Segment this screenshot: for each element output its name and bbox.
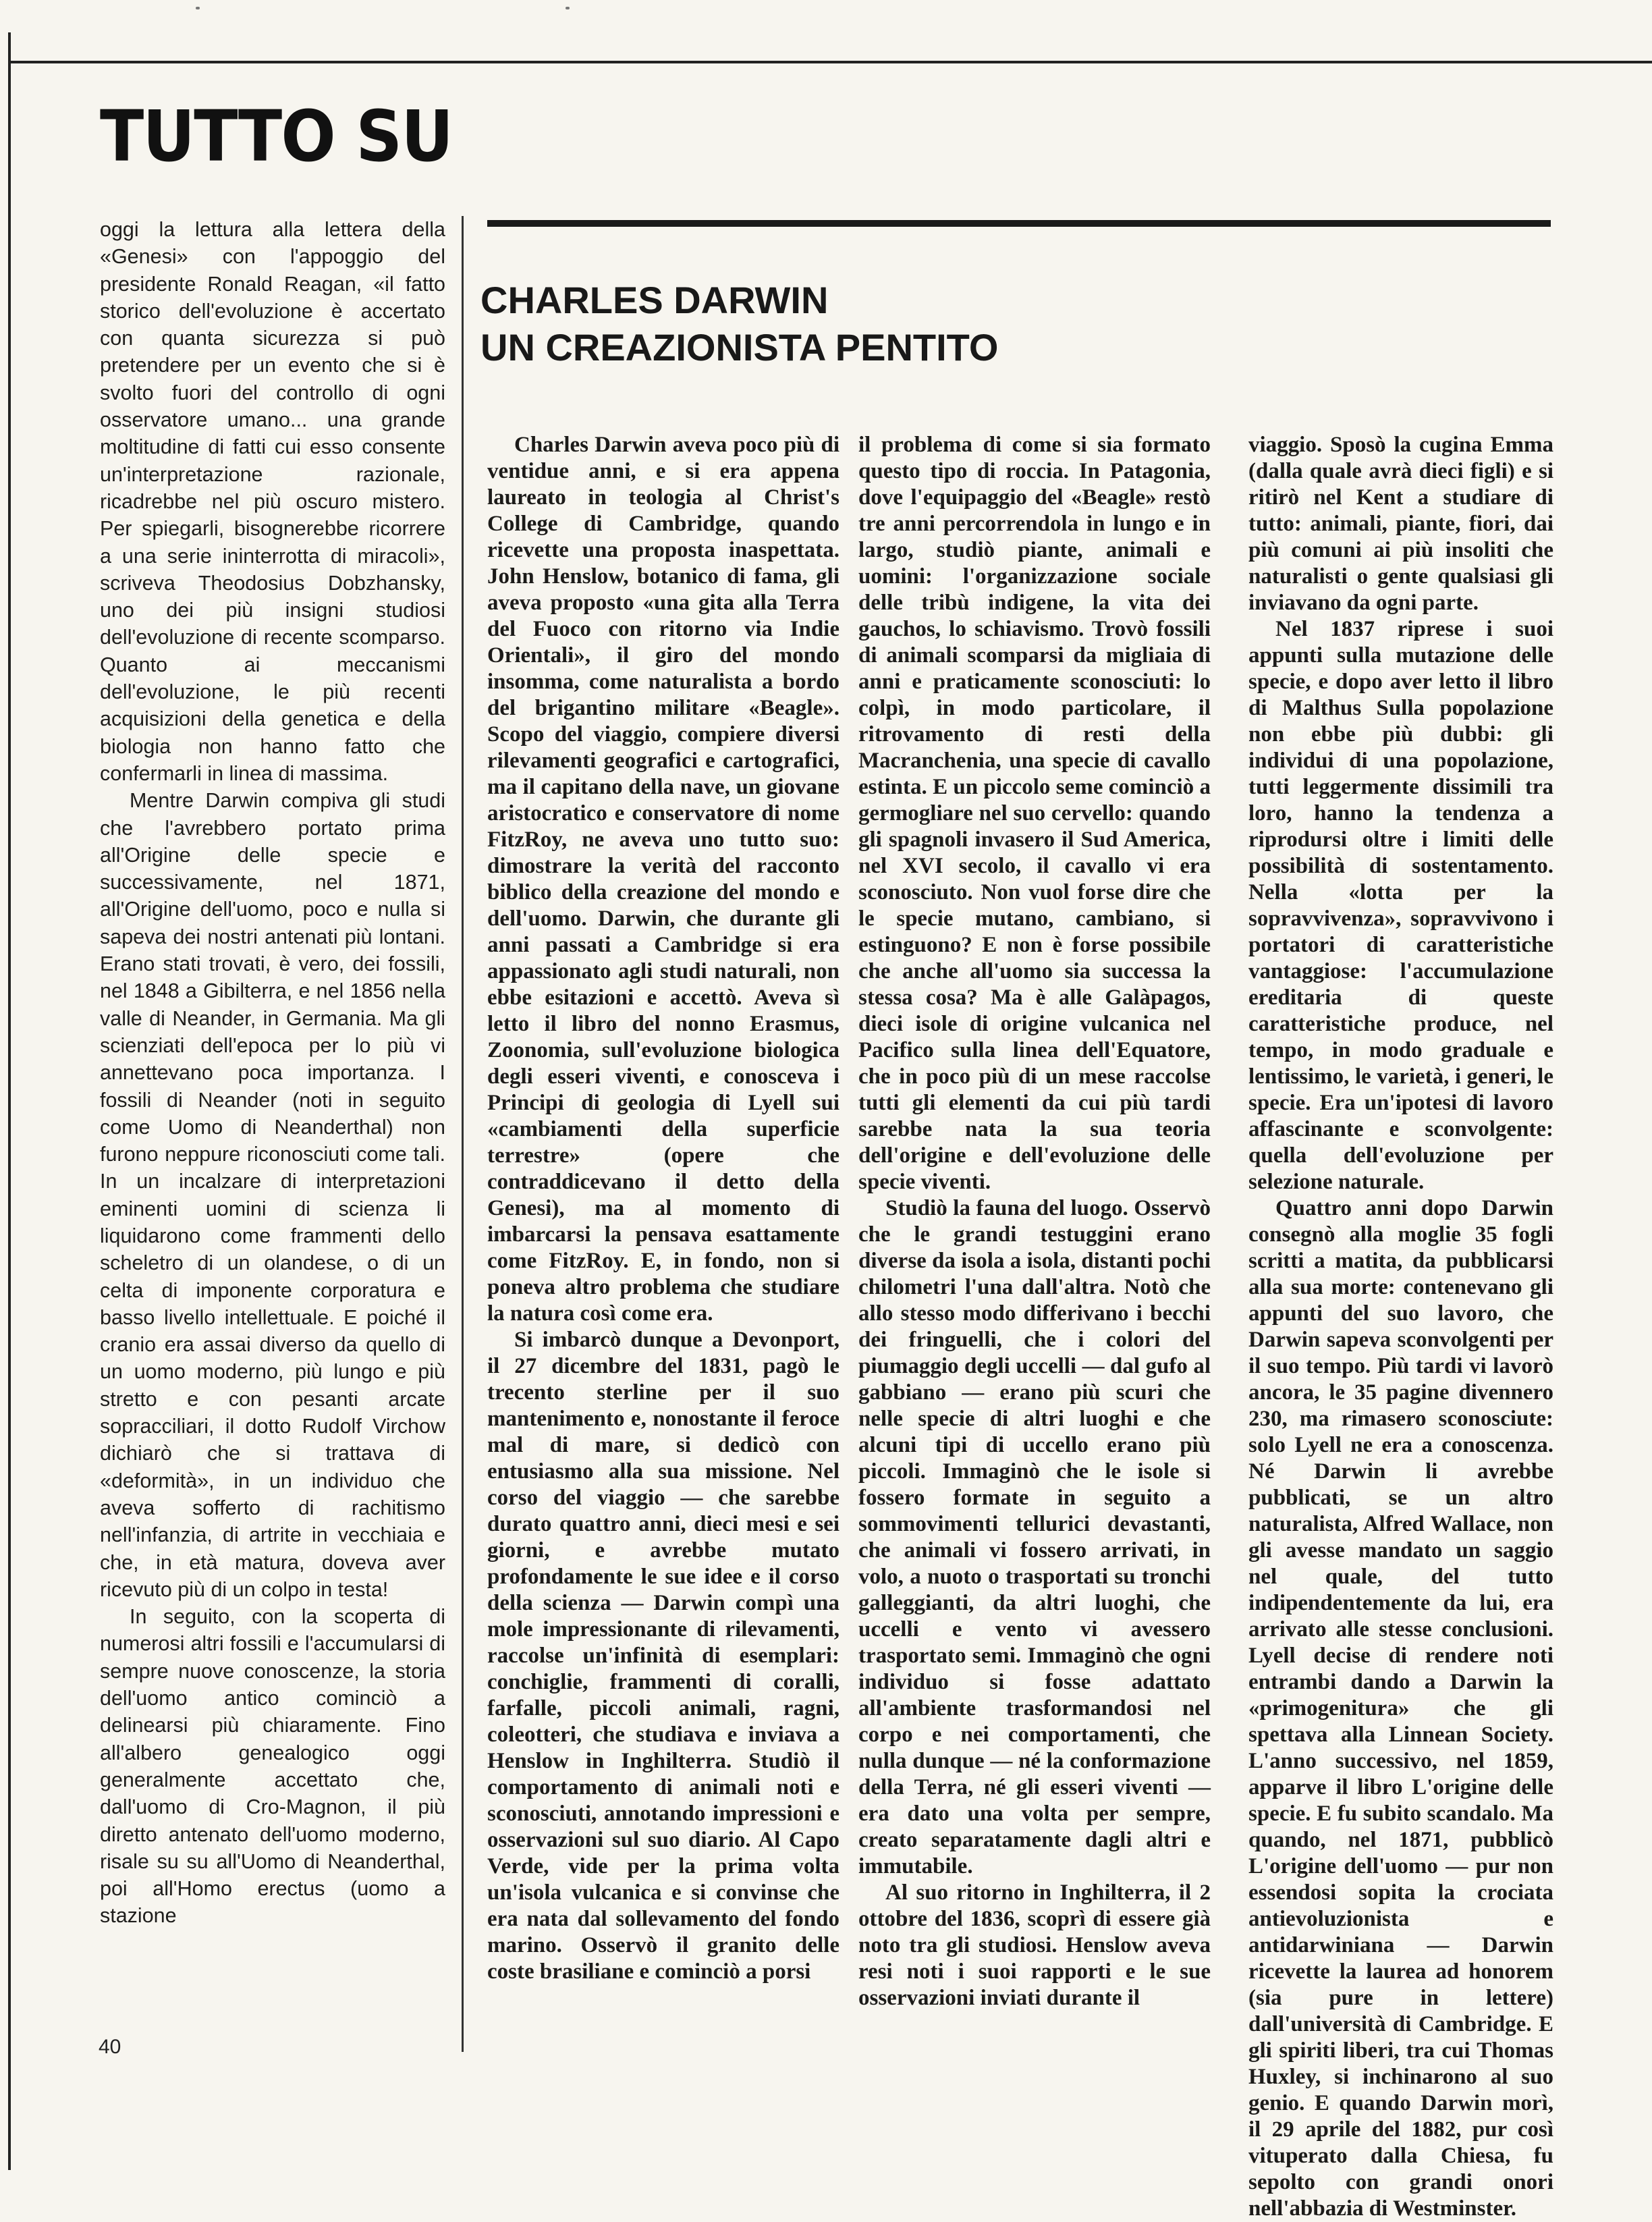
article-header-rule — [487, 220, 1551, 227]
article-paragraph: Quattro anni dopo Darwin consegnò alla moglie 35 fogli scritti a matita, da pubblicarsi alla sua morte: contenevano gli appunti del suo lavoro, che Darwin sapeva sconvolgenti per il suo tempo. Più tardi vi lavorò ancora, le 35 pagine divennero 230, ma rimasero sconosciute: solo Lyell ne era a conoscenza. Né Darwin li avrebbe pubblicati, se un altro naturalista, Alfred Wallace, non gli avesse mandato un saggio nel quale, del tutto indipendentemente da lui, era arrivato alle stesse conclusioni. Lyell decise di rendere noti entrambi dando a Darwin la «primogenitura» che gli spettava alla Linnean Society. L'anno successivo, nel 1859, apparve il libro L'origine delle specie. E fu subito scandalo. Ma quando, nel 1871, pubblicò L'origine dell'uomo — pur non essendosi sopita la crociata antievoluzionista e antidarwiniana — Darwin ricevette la laurea ad honorem (sia pure in lettere) dall'università di Cambridge. E gli spiriti liberi, tra cui Thomas Huxley, si inchinarono al suo genio. E quando Darwin morì, il 29 aprile del 1882, pur così vituperato dalla Chiesa, fu sepolto con grandi onori nell'abbazia di Westminster. — [1248, 1196, 1553, 2221]
left-column-text — [100, 216, 445, 2052]
article-headline — [480, 277, 1290, 371]
column-divider — [462, 216, 464, 2052]
page-number: 40 — [99, 2036, 121, 2058]
headline-line-2: UN CREAZIONISTA PENTITO — [480, 326, 999, 369]
article-column-2 — [858, 432, 1211, 2052]
article-paragraph: Nel 1837 riprese i suoi appunti sulla mutazione delle specie, e dopo aver letto il libro di Malthus Sulla popolazione non ebbe più dubbi: gli individui di una popolazione, tutti leggermente dissimili tra loro, hanno la tendenza a riprodursi oltre i limiti delle possibilità di sostentamento. Nella «lotta per la sopravvivenza», sopravvivono i portatori di caratteristiche vantaggiose: l'accumulazione ereditaria di queste caratteristiche produce, nel tempo, in modo graduale e lentissimo, le varietà, i generi, le specie. Era un'ipotesi di lavoro affascinante e sconvolgente: quella dell'evoluzione per selezione naturale. — [1248, 617, 1553, 1194]
print-mark — [196, 7, 200, 9]
left-paragraph: Mentre Darwin compiva gli studi che l'avrebbero portato prima all'Origine delle specie e successivamente, nel 1871, all'Origine dell'uomo, poco e nulla si sapeva dei nostri antenati più lontani. Erano stati trovati, è vero, dei fossili, nel 1848 a Gibilterra, e nel 1856 nella valle di Neander, in Germania. Ma gli scienziati dell'epoca per lo più vi annettevano poca importanza. I fossili di Neander (noti in seguito come Uomo di Neanderthal) non furono neppure riconosciuti come tali. In un incalzare di interpretazioni eminenti uomini di scienza li liquidarono come frammenti dello scheletro di un olandese, o di un celta di imponente corporatura e basso livello intellettuale. E poiché il cranio era assai diverso da quello di un uomo moderno, più lungo e più stretto e con pesanti arcate sopracciliari, il dotto Rudolf Virchow dichiarò che si trattava di «deformità», in un individuo che aveva sofferto di rachitismo nell'infanzia, di artrite in vecchiaia e che, in età matura, doveva aver ricevuto più di un colpo in testa! — [100, 789, 445, 1601]
left-paragraph: oggi la lettura alla lettera della «Genesi» con l'appoggio del presidente Ronald Reagan, «il fatto storico dell'evoluzione è accertato con quanta sicurezza si può pretendere per un evento che si è svolto fuori del controllo di ogni osservatore umano... una grande moltitudine di fatti cui esso consente un'interpretazione razionale, ricadrebbe nel più oscuro mistero. Per spiegarli, bisognerebbe ricorrere a una serie ininterrotta di miracoli», scriveva Theodosius Dobzhansky, uno dei più insigni studiosi dell'evoluzione di recente scomparso. Quanto ai meccanismi dell'evoluzione, le più recenti acquisizioni della genetica e della biologia non hanno fatto che confermarli in linea di massima. — [100, 218, 445, 785]
frame-rule-left — [8, 32, 11, 2170]
headline-line-1: CHARLES DARWIN — [480, 279, 829, 321]
article-paragraph: Studiò la fauna del luogo. Osservò che le grandi testuggini erano diverse da isola a isola, distanti pochi chilometri l'una dall'altra. Notò che allo stesso modo differivano i becchi dei fringuelli, che i colori del piumaggio degli uccelli — dal gufo al gabbiano — erano più scuri che nelle specie di altri luoghi e che alcuni tipi di uccello erano più piccoli. Immaginò che le isole si fossero formate in seguito a sommovimenti tellurici devastanti, che animali vi fossero arrivati, in volo, a nuoto o trasportati su tronchi galleggianti, da altri luoghi, che uccelli e vento vi avessero trasportato semi. Immaginò che ogni individuo si fosse adattato all'ambiente trasformandosi nel corpo e nei comportamenti, che nulla dunque — né la conformazione della Terra, né gli esseri viventi — era dato una volta per sempre, creato separatamente dagli altri e immutabile. — [858, 1196, 1211, 1878]
left-paragraph: In seguito, con la scoperta di numerosi altri fossili e l'accumularsi di sempre nuove conoscenze, la storia dell'uomo antico cominciò a delinearsi più chiaramente. Fino all'albero genealogico oggi generalmente accettato che, dall'uomo di Cro-Magnon, il più diretto antenato dell'uomo moderno, risale su su all'Uomo di Neanderthal, poi all'Homo erectus (uomo a stazione — [100, 1605, 445, 1928]
article-paragraph: viaggio. Sposò la cugina Emma (dalla quale avrà dieci figli) e si ritirò nel Kent a studiare di tutto: animali, piante, fiori, dai più comuni ai più insoliti che naturalisti o gente qualsiasi gli inviavano da ogni parte. — [1248, 433, 1553, 615]
section-title: TUTTO SU — [100, 95, 453, 178]
article-column-1 — [487, 432, 839, 2052]
article-paragraph: Charles Darwin aveva poco più di ventidue anni, e si era appena laureato in teologia al Christ's College di Cambridge, quando ricevette una proposta inaspettata. John Henslow, botanico di fama, gli aveva proposto «una gita alla Terra del Fuoco con ritorno via Indie Orientali», il giro del mondo insomma, come naturalista a bordo del brigantino militare «Beagle». Scopo del viaggio, compiere diversi rilevamenti geografici e cartografici, ma il capitano della nave, un giovane aristocratico e conservatore di nome FitzRoy, ne aveva uno tutto suo: dimostrare la verità del racconto biblico della creazione del mondo e dell'uomo. Darwin, che durante gli anni passati a Cambridge si era appassionato agli studi naturali, non ebbe esitazioni e accettò. Aveva sì letto il libro del nonno Erasmus, Zoonomia, sull'evoluzione biologica degli esseri viventi, e conosceva i Principi di geologia di Lyell sui «cambiamenti della superficie terrestre» (opere che contraddicevano il detto della Genesi), ma al momento di imbarcarsi la pensava esattamente come FitzRoy. E, in fondo, non si poneva altro problema che studiare la natura così come era. — [487, 433, 839, 1326]
print-mark — [566, 7, 570, 9]
article-paragraph: Al suo ritorno in Inghilterra, il 2 ottobre del 1836, scoprì di essere già noto tra gli studiosi. Henslow aveva resi noti i suoi rapporti e le sue osservazioni inviati durante il — [858, 1880, 1211, 2010]
frame-rule-top — [8, 61, 1652, 63]
article-column-3 — [1248, 432, 1553, 2221]
article-paragraph: il problema di come si sia formato questo tipo di roccia. In Patagonia, dove l'equipaggio del «Beagle» restò tre anni percorrendola in lungo e in largo, studiò piante, animali e uomini: l'organizzazione sociale delle tribù indigene, la vita dei gauchos, lo schiavismo. Trovò fossili di animali scomparsi da migliaia di anni e praticamente sconosciuti: lo colpì, in modo particolare, il ritrovamento di resti della Macranchenia, una specie di cavallo estinta. E un piccolo seme cominciò a germogliare nel suo cervello: quando gli spagnoli invasero il Sud America, nel XVI secolo, il cavallo vi era sconosciuto. Non vuol forse dire che le specie mutano, cambiano, si estinguono? E non è forse possibile che anche all'uomo sia successa la stessa cosa? Ma è alle Galàpagos, dieci isole di origine vulcanica nel Pacifico sulla linea dell'Equatore, che in poco più di un mese raccolse tutti gli elementi da cui più tardi sarebbe nata la sua teoria dell'origine e dell'evoluzione delle specie viventi. — [858, 433, 1211, 1194]
article-paragraph: Si imbarcò dunque a Devonport, il 27 dicembre del 1831, pagò le trecento sterline per il suo mantenimento e, nonostante il feroce mal di mare, si dedicò con entusiasmo alla sua missione. Nel corso del viaggio — che sarebbe durato quattro anni, dieci mesi e sei giorni, e avrebbe mutato profondamente le sue idee e il corso della scienza — Darwin compì una mole impressionante di rilevamenti, raccolse un'infinità di esemplari: conchiglie, frammenti di coralli, farfalle, piccoli animali, ragni, coleotteri, che studiava e inviava a Henslow in Inghilterra. Studiò il comportamento di animali noti e sconosciuti, annotando impressioni e osservazioni sul suo diario. Al Capo Verde, vide per la prima volta un'isola vulcanica e si convinse che era nata dal sollevamento del fondo marino. Osservò il granito delle coste brasiliane e cominciò a porsi — [487, 1328, 839, 1984]
